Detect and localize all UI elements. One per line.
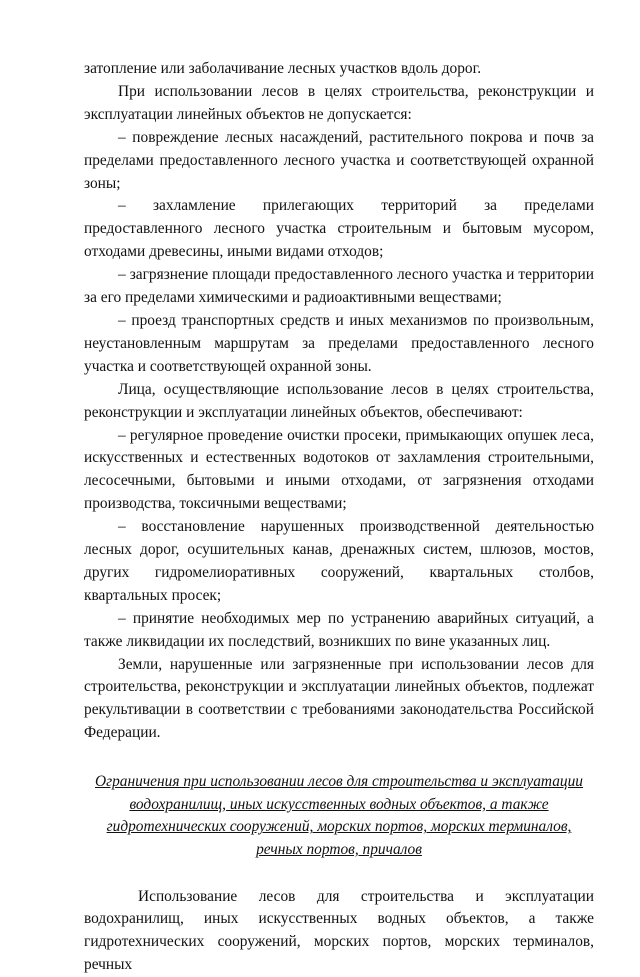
paragraph-flooding: затопление или заболачивание лесных участков вдоль дорог. xyxy=(84,60,482,77)
paragraph-linear-objects-prohibitions: При использовании лесов в целях строительства, реконструкции и эксплуатации линейных объектов не допускается: xyxy=(84,82,594,123)
paragraph-recultivation: Земли, нарушенные или загрязненные при использовании лесов для строительства, реконструкции и эксплуатации линейных объектов, подлежат рекультивации в соответствии с требованиями законодательства Российской Федерации. xyxy=(84,655,594,742)
list-item-emergency: – принятие необходимых мер по устранению аварийных ситуаций, а также ликвидации их последствий, возникших по вине указанных лиц. xyxy=(84,609,594,650)
document-page xyxy=(84,58,594,977)
paragraph-obligations: Лица, осуществляющие использование лесов в целях строительства, реконструкции и эксплуатации линейных объектов, обеспечивают: xyxy=(84,380,594,421)
list-item-vehicle-passage: – проезд транспортных средств и иных механизмов по произвольным, неустановленным маршрутам за пределами предоставленного лесного участка и соответствующей охранной зоны. xyxy=(84,311,594,375)
list-item-littering: – захламление прилегающих территорий за пределами предоставленного лесного участка строительным и бытовым мусором, отходами древесины, иными видами отходов; xyxy=(84,197,594,261)
list-item-cleaning: – регулярное проведение очистки просеки, примыкающих опушек леса, искусственных и естественных водотоков от захламления строительными, лесосечными, бытовыми и иными отходами, от загрязнения отходами производства, токсичными веществами; xyxy=(84,426,594,513)
section-spacer xyxy=(84,862,594,886)
section-heading: Ограничения при использовании лесов для строительства и эксплуатации водохранилищ, иных искусственных водных объектов, а также гидротехнических сооружений, морских портов, морских терминалов, речных портов, причалов xyxy=(94,773,584,858)
list-item-damage: – повреждение лесных насаждений, растительного покрова и почв за пределами предоставленного лесного участка и соответствующей охранной зоны; xyxy=(84,128,594,192)
list-item-pollution: – загрязнение площади предоставленного лесного участка и территории за его пределами химическими и радиоактивными веществами; xyxy=(84,266,594,307)
list-item-restoration: – восстановление нарушенных производственной деятельностью лесных дорог, осушительных канав, дренажных систем, шлюзов, мостов, других гидромелиоративных сооружений, квартальных столбов, квартальных просек; xyxy=(84,518,594,604)
paragraph-reservoirs: Использование лесов для строительства и эксплуатации водохранилищ, иных искусственных водных объектов, а также гидротехнических сооружений, морских портов, морских терминалов, речных xyxy=(84,887,594,974)
